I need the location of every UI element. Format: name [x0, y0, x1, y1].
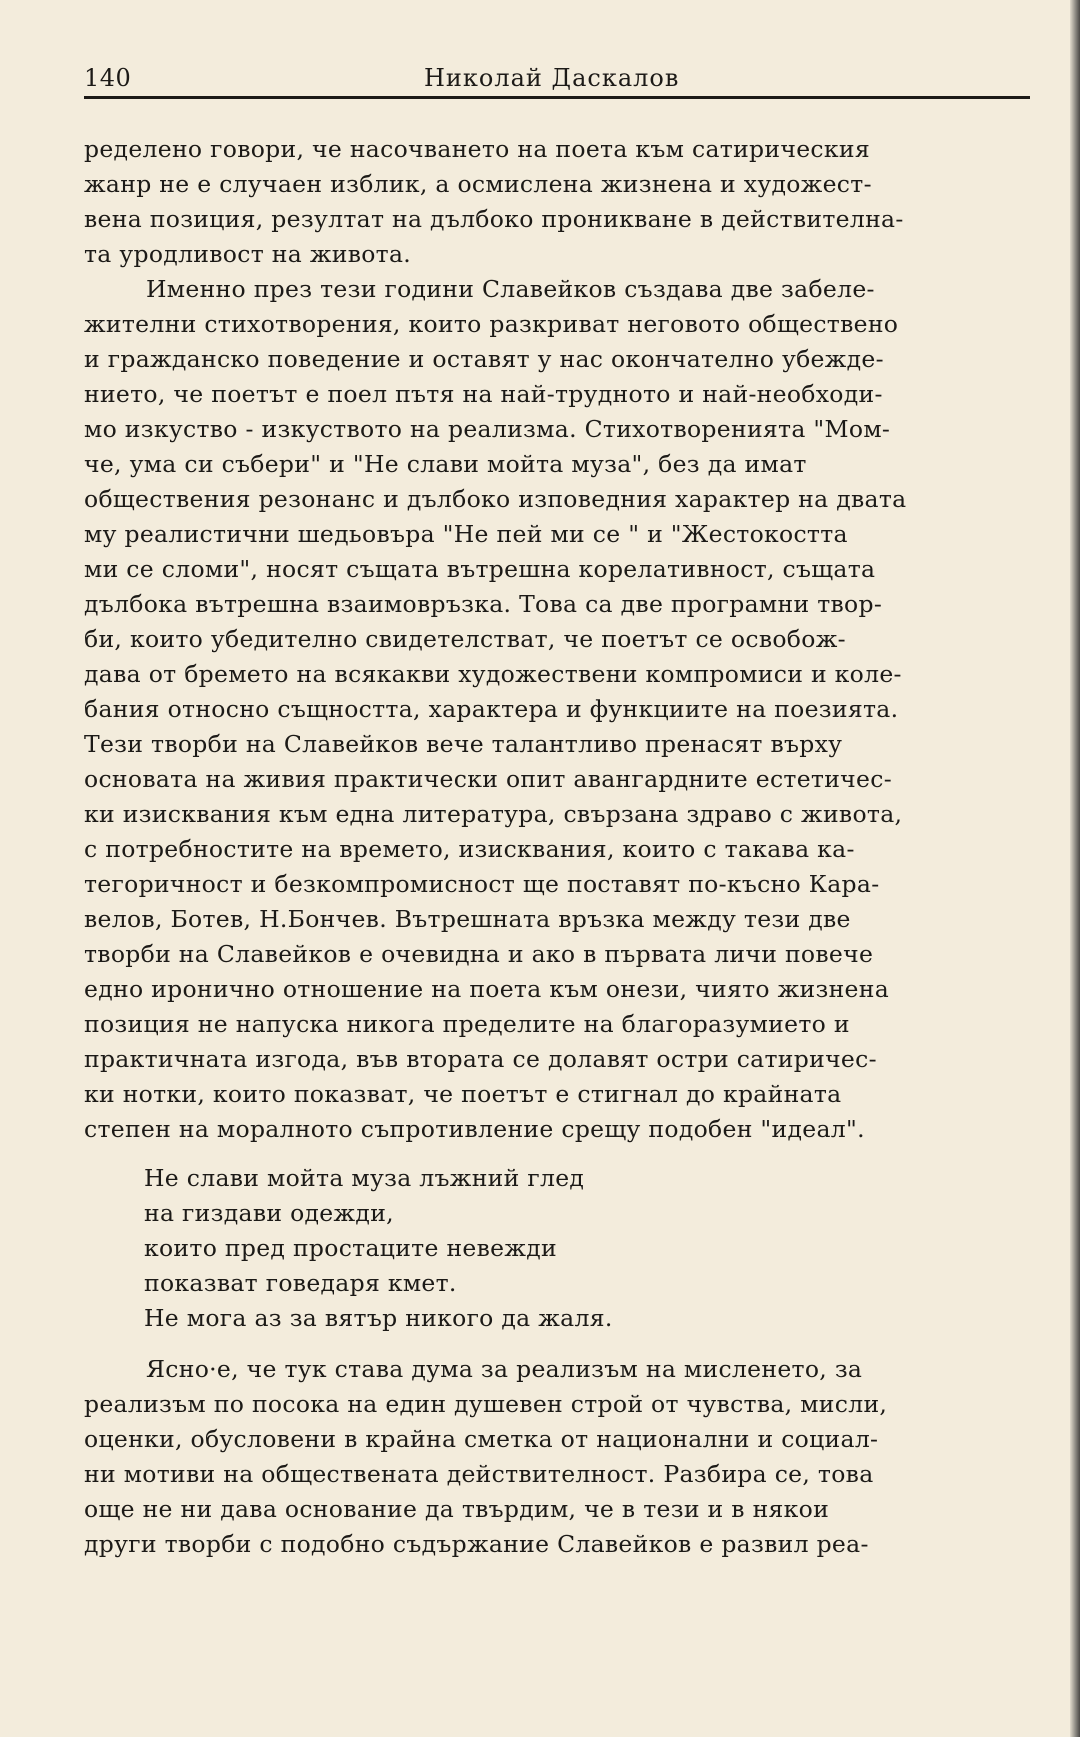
text-line: Тези творби на Славейков вече талантливо пренасят върху	[84, 730, 843, 758]
verse-line: Не слави мойта муза лъжний глед	[144, 1164, 585, 1192]
text-line: реализъм по посока на един душевен строй от чувства, мисли,	[84, 1390, 888, 1418]
text-line: още не ни дава основание да твърдим, че в тези и в някои	[84, 1495, 830, 1523]
book-spine-edge	[1070, 0, 1080, 1737]
text-line: нието, че поетът е поел пътя на най-трудното и най-необходи-	[84, 380, 883, 408]
text-line: с потребностите на времето, изисквания, които с такава ка-	[84, 835, 855, 863]
verse-line: на гиздави одежди,	[144, 1199, 394, 1227]
text-line: би, които убедително свидетелстват, че поетът се освобож-	[84, 625, 846, 653]
spacer	[84, 1147, 1044, 1161]
text-line: дава от бремето на всякакви художествени компромиси и коле-	[84, 660, 902, 688]
text-line: велов, Ботев, Н.Бончев. Вътрешната връзка между тези две	[84, 905, 851, 933]
verse-line: които пред простаците невежди	[144, 1234, 558, 1262]
text-line: бания относно същността, характера и функциите на поезията.	[84, 695, 899, 723]
text-line: му реалистични шедьовъра "Не пей ми се " и "Жестокостта	[84, 520, 848, 548]
text-line: мо изкуство - изкуството на реализма. Стихотворенията "Мом-	[84, 415, 891, 443]
text-line: ни мотиви на обществената действителност. Разбира се, това	[84, 1460, 874, 1488]
running-head: Николай Даскалов	[424, 64, 680, 92]
page-header	[84, 64, 1030, 99]
verse-line: показват говедаря кмет.	[144, 1269, 457, 1297]
text-line: та уродливост на живота.	[84, 240, 412, 268]
text-line: обществения резонанс и дълбоко изповедния характер на двата	[84, 485, 907, 513]
spacer	[84, 1336, 1044, 1352]
text-line: ми се сломи", носят същата вътрешна корелативност, същата	[84, 555, 876, 583]
paragraph-2	[84, 272, 1044, 1147]
text-line: други творби с подобно съдържание Славейков е развил реа-	[84, 1530, 869, 1558]
verse-quote	[84, 1161, 1044, 1336]
verse-line: Не мога аз за вятър никого да жаля.	[144, 1304, 613, 1332]
body-text	[84, 132, 1044, 1562]
text-line: оценки, обусловени в крайна сметка от национални и социал-	[84, 1425, 879, 1453]
text-line: жанр не е случаен изблик, а осмислена жизнена и художест-	[84, 170, 872, 198]
text-line: дълбока вътрешна взаимовръзка. Това са две програмни твор-	[84, 590, 883, 618]
text-line: творби на Славейков е очевидна и ако в първата личи повече	[84, 940, 874, 968]
text-line: и гражданско поведение и оставят у нас окончателно убежде-	[84, 345, 884, 373]
text-line: практичната изгода, във втората се долавят остри сатиричес-	[84, 1045, 877, 1073]
text-line: ки нотки, които показват, че поетът е стигнал до крайната	[84, 1080, 842, 1108]
page-number: 140	[84, 64, 132, 92]
text-line: позиция не напуска никога пределите на благоразумието и	[84, 1010, 850, 1038]
text-line: ределено говори, че насочването на поета към сатирическия	[84, 135, 870, 163]
paragraph-3	[84, 1352, 1044, 1562]
text-line: Именно през тези години Славейков създава две забеле-	[146, 275, 875, 303]
text-line: че, ума си събери" и "Не слави мойта муза", без да имат	[84, 450, 807, 478]
text-line: тегоричност и безкомпромисност ще поставят по-късно Кара-	[84, 870, 880, 898]
text-line: вена позиция, резултат на дълбоко проникване в действителна-	[84, 205, 904, 233]
text-line: Ясно·е, че тук става дума за реализъм на мисленето, за	[146, 1355, 863, 1383]
text-line: основата на живия практически опит авангардните естетичес-	[84, 765, 892, 793]
text-line: жителни стихотворения, които разкриват неговото обществено	[84, 310, 899, 338]
text-line: ки изисквания към една литература, свързана здраво с живота,	[84, 800, 903, 828]
paragraph-1	[84, 132, 1044, 272]
text-line: едно иронично отношение на поета към онези, чиято жизнена	[84, 975, 890, 1003]
text-line: степен на моралното съпротивление срещу подобен "идеал".	[84, 1115, 865, 1143]
